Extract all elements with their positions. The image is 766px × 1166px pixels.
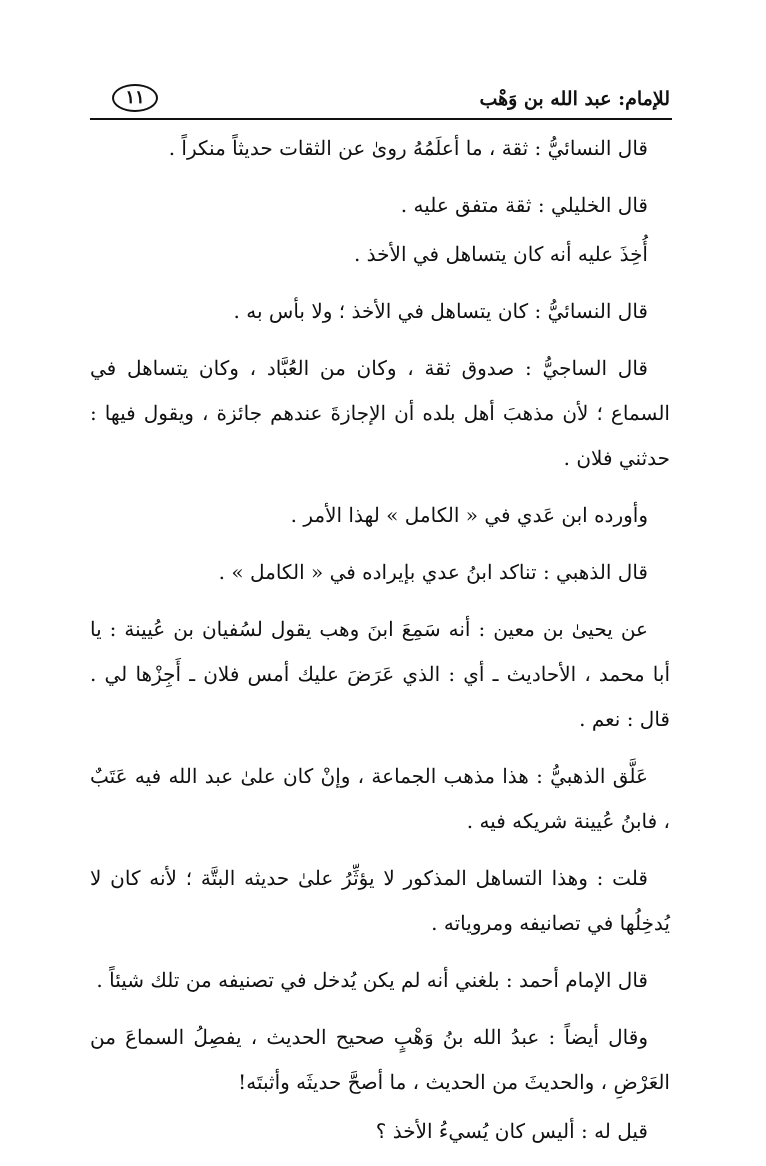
paragraph: وقال أيضاً : عبدُ الله بنُ وَهْبٍ صحيح الحديث ، يفصِلُ السماعَ من العَرْضِ ، والحديثَ من الحديث ، ما أصحَّ حديثَه وأثبتَه! — [90, 1025, 670, 1094]
paragraph: قال النسائيُّ : كان يتساهل في الأخذ ؛ ولا بأس به . — [233, 299, 648, 323]
page-number: ١١ — [112, 84, 158, 112]
paragraph: عَلَّق الذهبيُّ : هذا مذهب الجماعة ، وإنْ كان علىٰ عبد الله فيه عَتَبٌ ، فابنُ عُيينة شريكه فيه . — [90, 764, 670, 833]
header-rule — [90, 118, 672, 120]
paragraph: قال الإمام أحمد : بلغني أنه لم يكن يُدخل في تصنيفه من تلك شيئاً . — [96, 968, 648, 992]
running-title: للإمام: عبد الله بن وَهْب — [479, 88, 670, 110]
paragraph: قال الساجيُّ : صدوق ثقة ، وكان من العُبَّاد ، وكان يتساهل في السماع ؛ لأن مذهبَ أهل بلده أن الإجازةَ عندهم جائزة ، ويقول فيها : حدثني فلان . — [90, 356, 670, 470]
paragraph: قلت : وهذا التساهل المذكور لا يؤثِّرُ علىٰ حديثه البتَّة ؛ لأنه كان لا يُدخِلُها في تصانيفه ومروياته . — [90, 866, 670, 935]
paragraph: وأورده ابن عَدي في « الكامل » لهذا الأمر . — [290, 503, 648, 527]
paragraph: قال الخليلي : ثقة متفق عليه . — [400, 193, 648, 217]
paragraph: عن يحيىٰ بن معين : أنه سَمِعَ ابنَ وهب يقول لسُفيان بن عُيينة : يا أبا محمد ، الأحاديث ـ أي : الذي عَرَضَ عليك أمس فلان ـ أَجِزْها لي . قال : نعم . — [90, 617, 670, 731]
page-header — [90, 80, 670, 120]
paragraph: قيل له : أليس كان يُسيءُ الأخذ ؟ — [375, 1119, 648, 1143]
paragraph: أُخِذَ عليه أنه كان يتساهل في الأخذ . — [353, 242, 648, 266]
body-text — [90, 126, 670, 1166]
paragraph: قال النسائيُّ : ثقة ، ما أعلَمُهُ روىٰ عن الثقات حديثاً منكراً . — [168, 136, 648, 160]
paragraph: قال الذهبي : تناكد ابنُ عدي بإيراده في « الكامل » . — [218, 560, 648, 584]
